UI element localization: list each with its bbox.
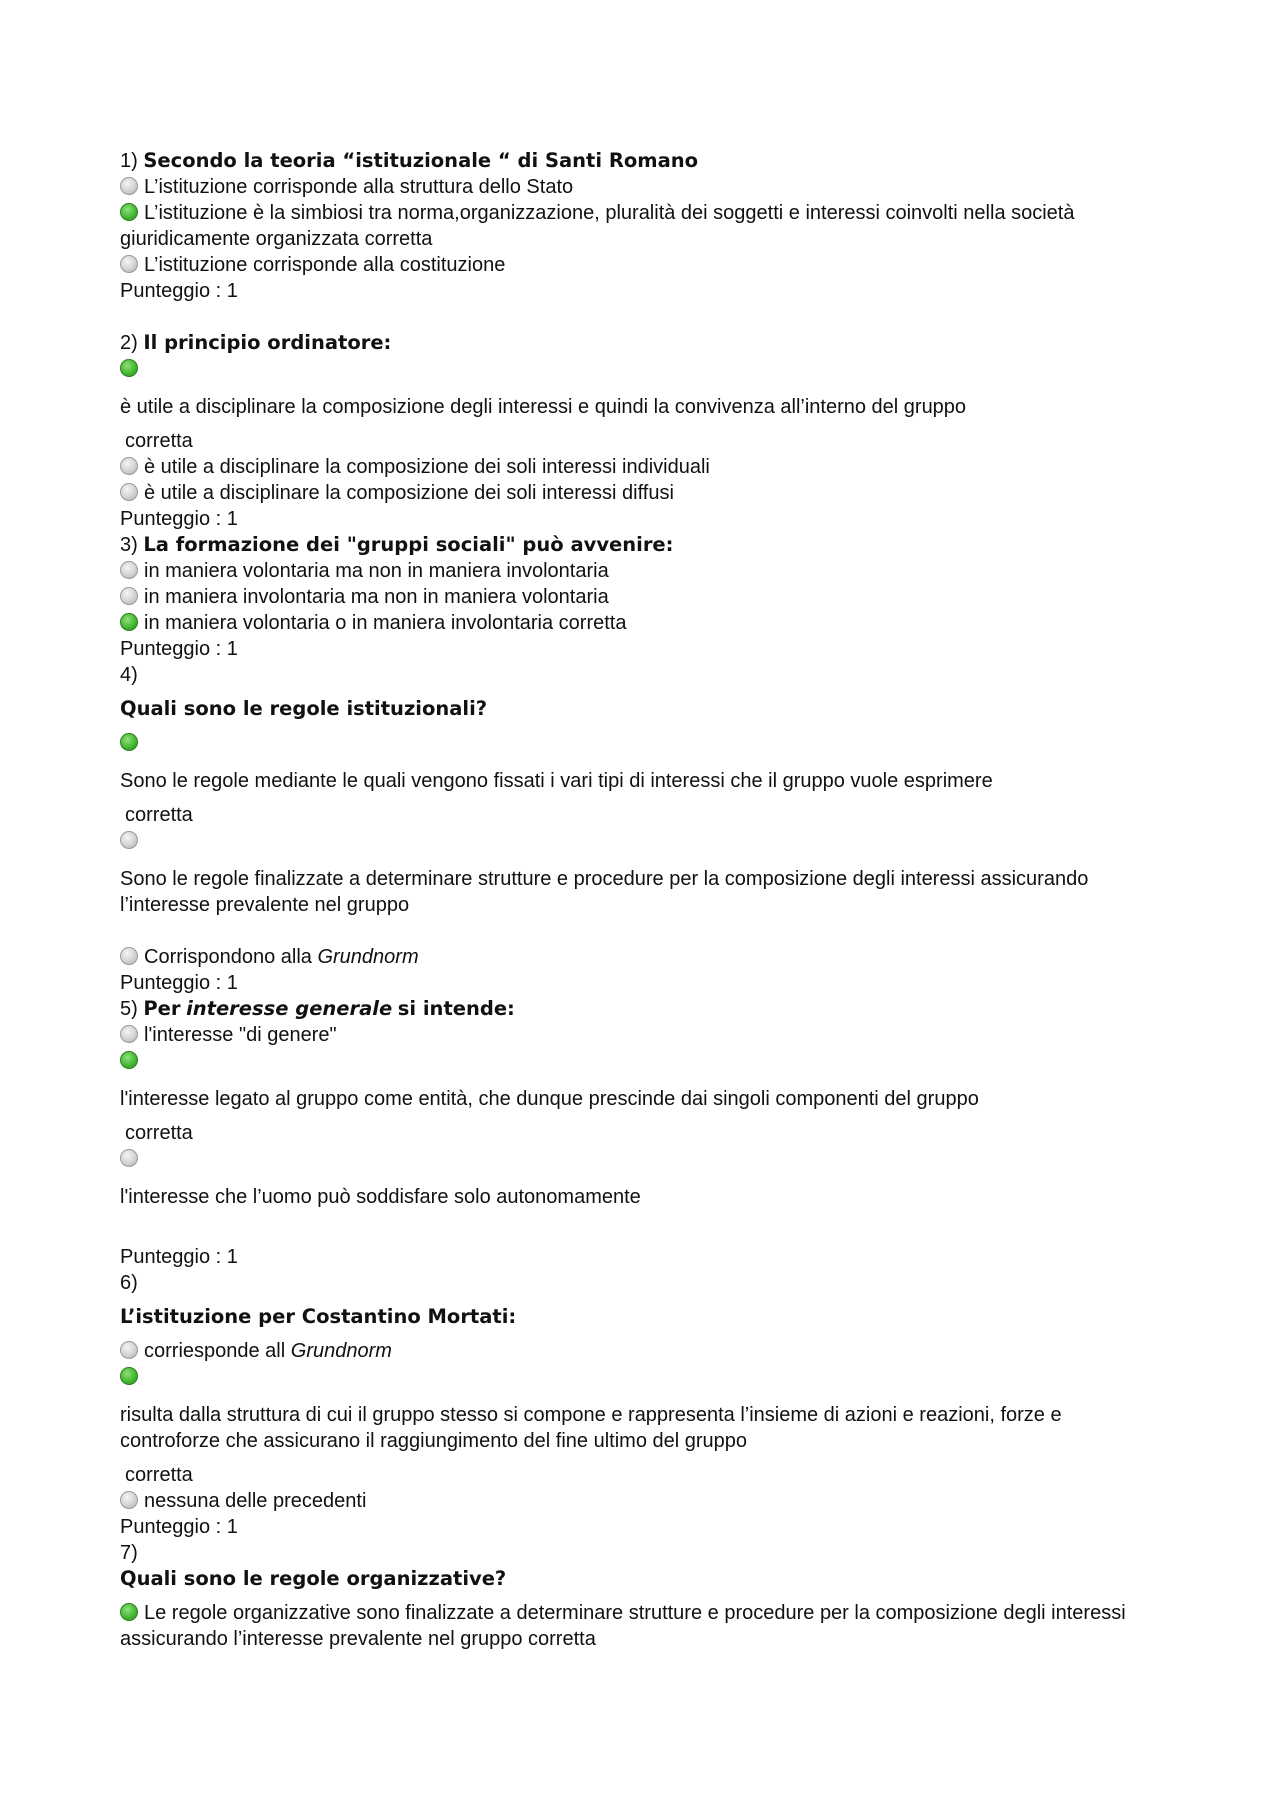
question-title: Secondo la teoria “istituzionale “ di Santi Romano — [143, 149, 699, 172]
question-2-heading — [120, 330, 1160, 356]
question-title-pre: Per — [143, 997, 181, 1020]
question-title: Quali sono le regole organizzative? — [120, 1567, 507, 1590]
option-label: l'interesse legato al gruppo come entità, che dunque prescinde dai singoli componenti del gruppo — [120, 1088, 979, 1110]
question-number: 1) — [120, 150, 138, 172]
radio-selected-icon[interactable] — [120, 203, 138, 221]
option[interactable] — [120, 1022, 1160, 1048]
radio-unselected-icon[interactable] — [120, 561, 138, 579]
question-title-post: si intende: — [397, 997, 515, 1020]
option[interactable] — [120, 480, 1160, 506]
question-number: 5) — [120, 998, 138, 1020]
question-5-heading — [120, 996, 1160, 1022]
option-label: nessuna delle precedenti — [144, 1490, 367, 1512]
question-number: 4) — [120, 664, 138, 686]
score: Punteggio : 1 — [120, 1516, 238, 1538]
question-3-heading — [120, 532, 1160, 558]
option-label: l'interesse che l’uomo può soddisfare solo autonomamente — [120, 1186, 641, 1208]
option[interactable] — [120, 454, 1160, 480]
radio-selected-icon[interactable] — [120, 1603, 138, 1621]
radio-selected-icon[interactable] — [120, 359, 138, 377]
option-label: L’istituzione corrisponde alla costituzione — [144, 254, 506, 276]
option[interactable] — [120, 252, 1160, 278]
option-label: è utile a disciplinare la composizione dei soli interessi individuali — [144, 456, 710, 478]
radio-unselected-icon[interactable] — [120, 177, 138, 195]
option[interactable] — [120, 944, 1160, 970]
option-correct[interactable] — [120, 1364, 1160, 1390]
option-label: Sono le regole finalizzate a determinare strutture e procedure per la composizione degli interessi assicurando l’interesse prevalente nel gruppo — [120, 868, 1089, 916]
radio-unselected-icon[interactable] — [120, 1341, 138, 1359]
radio-unselected-icon[interactable] — [120, 1025, 138, 1043]
option-label: risulta dalla struttura di cui il gruppo stesso si compone e rappresenta l’insieme di azioni e reazioni, forze e controforze che assicurano il raggiungimento del fine ultimo del gruppo — [120, 1404, 1062, 1452]
option[interactable] — [120, 1338, 1160, 1364]
option[interactable] — [120, 1146, 1160, 1172]
score: Punteggio : 1 — [120, 280, 238, 302]
question-1-heading — [120, 148, 1160, 174]
question-title: Il principio ordinatore: — [143, 331, 392, 354]
score: Punteggio : 1 — [120, 508, 238, 530]
radio-unselected-icon[interactable] — [120, 831, 138, 849]
correct-label: corretta — [125, 804, 193, 826]
option-label: in maniera involontaria ma non in maniera volontaria — [144, 586, 609, 608]
correct-label: corretta — [125, 430, 193, 452]
radio-selected-icon[interactable] — [120, 1367, 138, 1385]
correct-label: corretta — [125, 1122, 193, 1144]
radio-unselected-icon[interactable] — [120, 483, 138, 501]
option-correct[interactable] — [120, 1600, 1160, 1652]
option-label: L’istituzione è la simbiosi tra norma,organizzazione, pluralità dei soggetti e interessi coinvolti nella società giuridicamente organizzata corretta — [120, 202, 1075, 250]
radio-unselected-icon[interactable] — [120, 1491, 138, 1509]
option-label-emphasis: Grundnorm — [290, 1340, 392, 1362]
score: Punteggio : 1 — [120, 638, 238, 660]
option[interactable] — [120, 174, 1160, 200]
question-title: L’istituzione per Costantino Mortati: — [120, 1305, 517, 1328]
option[interactable] — [120, 1488, 1160, 1514]
option-label: L’istituzione corrisponde alla struttura dello Stato — [144, 176, 574, 198]
question-title-emphasis: interesse generale — [186, 997, 393, 1020]
correct-label: corretta — [125, 1464, 193, 1486]
option-label: Sono le regole mediante le quali vengono fissati i vari tipi di interessi che il gruppo vuole esprimere — [120, 770, 993, 792]
question-title: La formazione dei "gruppi sociali" può avvenire: — [143, 533, 674, 556]
radio-unselected-icon[interactable] — [120, 1149, 138, 1167]
option-label: corriesponde all — [144, 1340, 286, 1362]
option-label: l'interesse "di genere" — [144, 1024, 337, 1046]
question-number: 2) — [120, 332, 138, 354]
option[interactable] — [120, 558, 1160, 584]
option-label: Corrispondono alla — [144, 946, 312, 968]
question-number: 6) — [120, 1272, 138, 1294]
radio-selected-icon[interactable] — [120, 1051, 138, 1069]
option-correct[interactable] — [120, 356, 1160, 382]
option-correct[interactable] — [120, 730, 1160, 756]
option-correct[interactable] — [120, 200, 1160, 252]
radio-unselected-icon[interactable] — [120, 457, 138, 475]
question-number: 3) — [120, 534, 138, 556]
question-title: Quali sono le regole istituzionali? — [120, 697, 488, 720]
option-label-emphasis: Grundnorm — [317, 946, 419, 968]
radio-unselected-icon[interactable] — [120, 587, 138, 605]
score: Punteggio : 1 — [120, 972, 238, 994]
option-label: è utile a disciplinare la composizione degli interessi e quindi la convivenza all’interno del gruppo — [120, 396, 967, 418]
option[interactable] — [120, 584, 1160, 610]
option-label: in maniera volontaria ma non in maniera involontaria — [144, 560, 609, 582]
radio-unselected-icon[interactable] — [120, 947, 138, 965]
option-correct[interactable] — [120, 1048, 1160, 1074]
quiz-document — [120, 148, 1160, 1652]
option-label: Le regole organizzative sono finalizzate a determinare strutture e procedure per la composizione degli interessi assicurando l’interesse prevalente nel gruppo corretta — [120, 1602, 1126, 1650]
radio-unselected-icon[interactable] — [120, 255, 138, 273]
option-label: è utile a disciplinare la composizione dei soli interessi diffusi — [144, 482, 674, 504]
radio-selected-icon[interactable] — [120, 733, 138, 751]
option-correct[interactable] — [120, 610, 1160, 636]
score: Punteggio : 1 — [120, 1246, 238, 1268]
option-label: in maniera volontaria o in maniera involontaria corretta — [144, 612, 627, 634]
question-number: 7) — [120, 1542, 138, 1564]
radio-selected-icon[interactable] — [120, 613, 138, 631]
option[interactable] — [120, 828, 1160, 854]
